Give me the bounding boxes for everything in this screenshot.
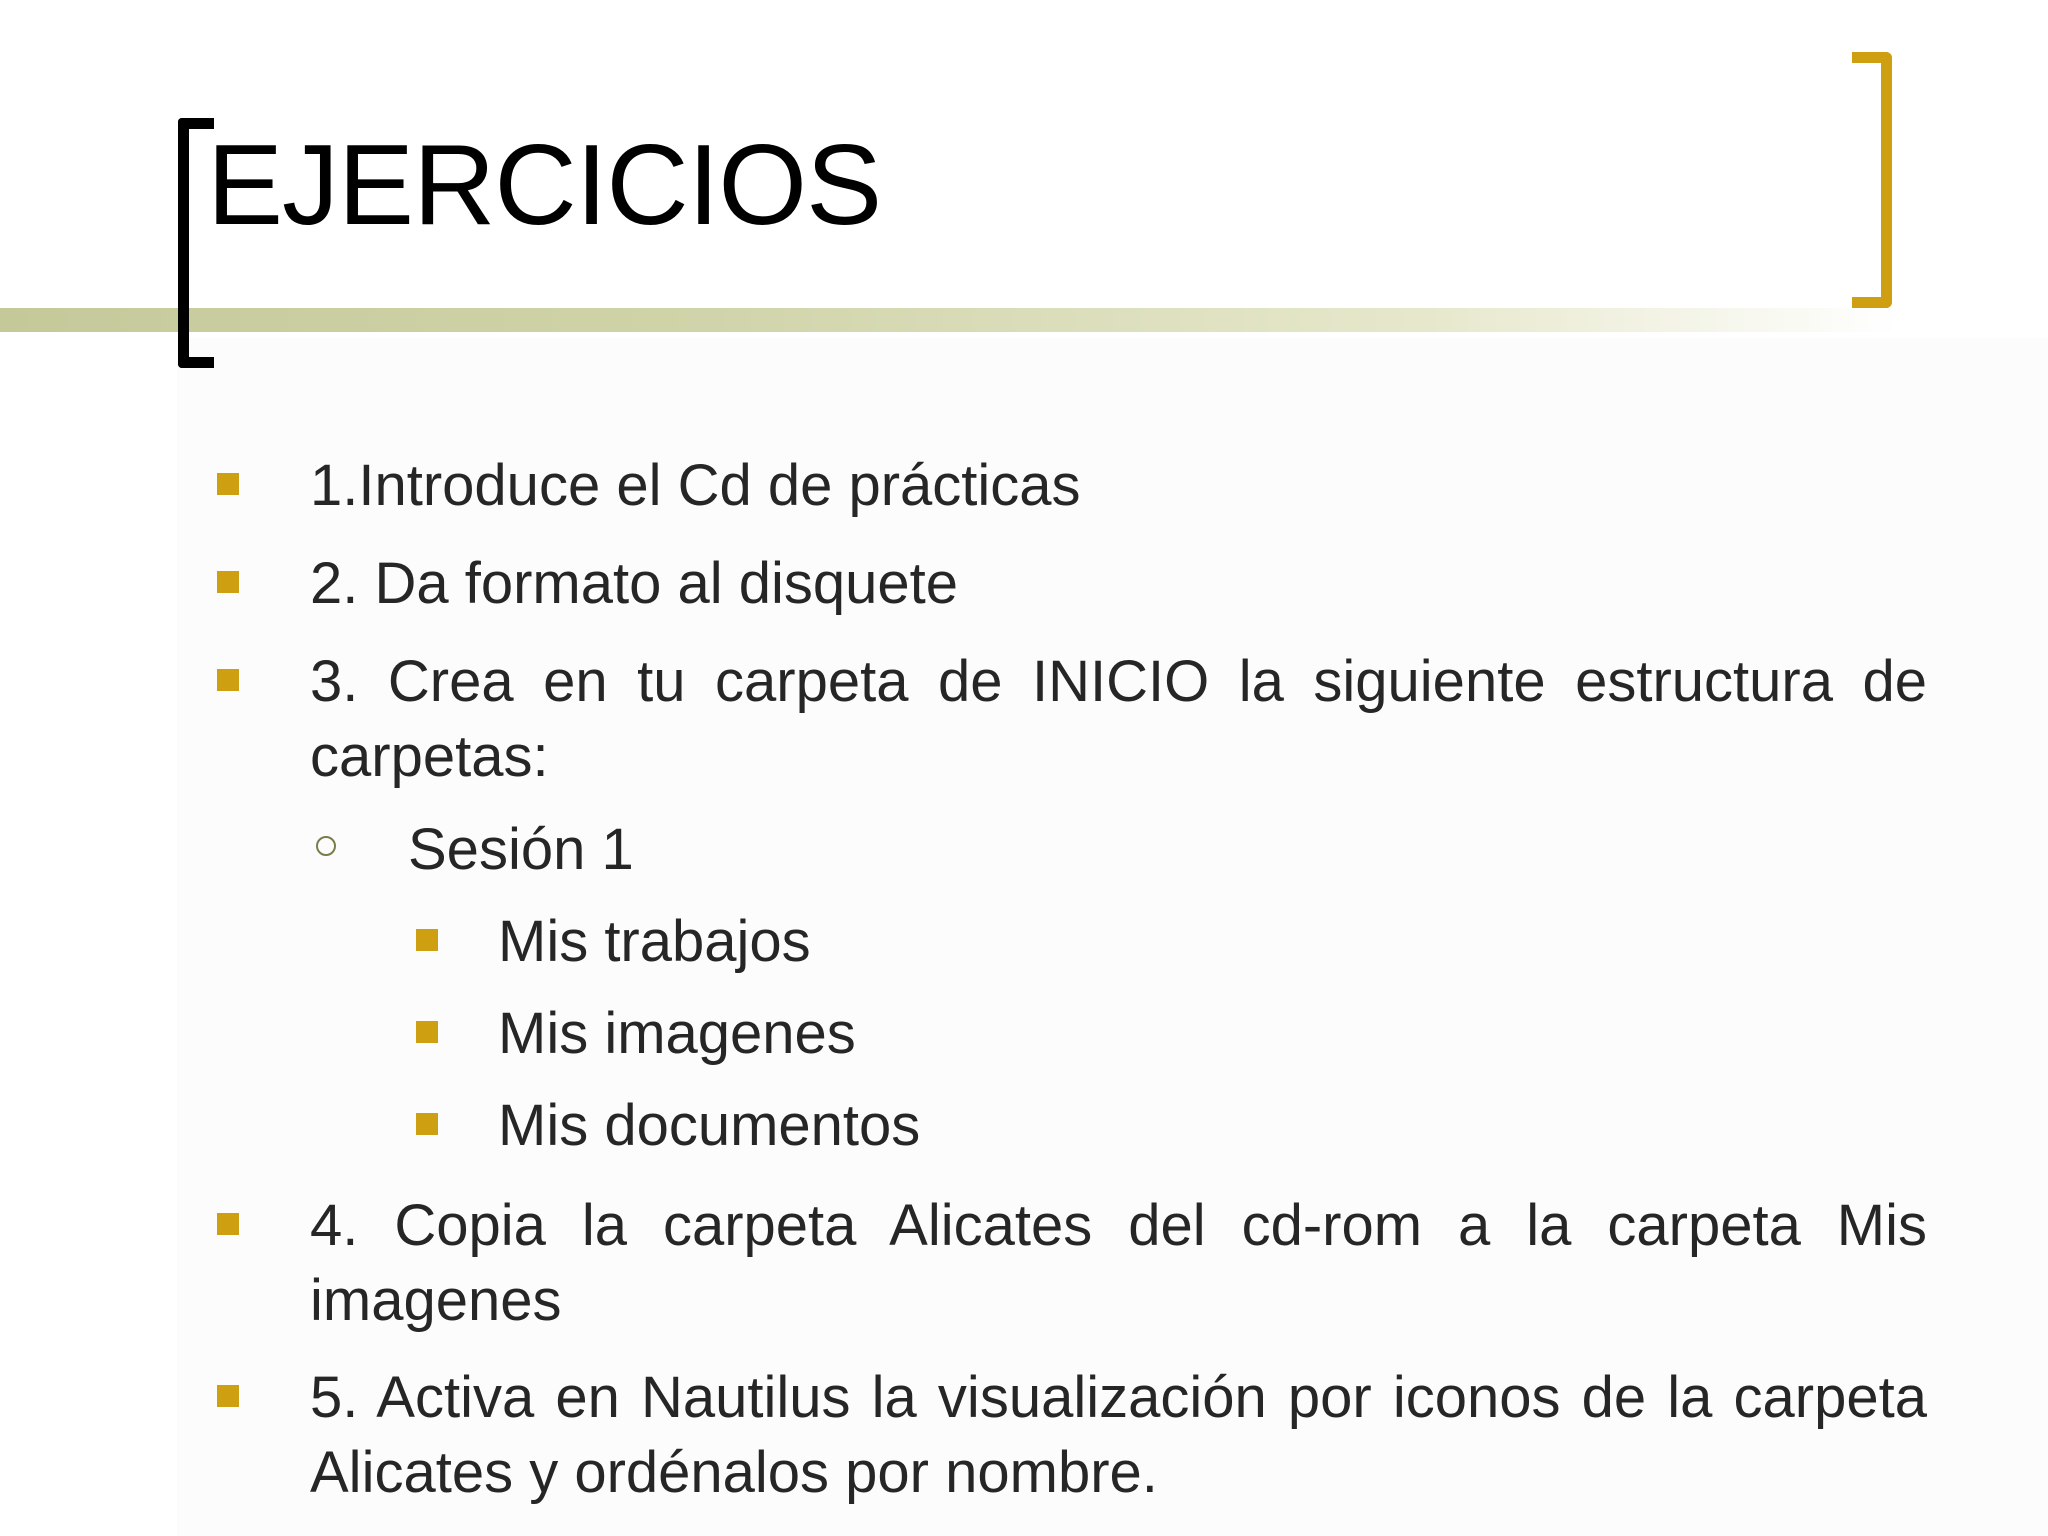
list-item bbox=[310, 448, 1930, 523]
list-item bbox=[310, 644, 1927, 794]
list-item-text: Mis imagenes bbox=[498, 1001, 856, 1066]
list-item-text: Mis trabajos bbox=[498, 909, 811, 974]
list-item bbox=[310, 1360, 1927, 1510]
square-bullet-icon bbox=[217, 571, 239, 593]
list-item-text: 3. Crea en tu carpeta de INICIO la siguiente estructura de carpetas: bbox=[310, 649, 1927, 789]
list-item-text: 1.Introduce el Cd de prácticas bbox=[310, 453, 1081, 518]
list-item bbox=[310, 546, 1930, 621]
square-bullet-icon bbox=[217, 1213, 239, 1235]
list-item-text: 2. Da formato al disquete bbox=[310, 551, 959, 616]
list-item bbox=[498, 1088, 1898, 1163]
list-item-text: 4. Copia la carpeta Alicates del cd-rom a la carpeta Mis imagenes bbox=[310, 1193, 1927, 1333]
list-item bbox=[310, 1188, 1927, 1338]
slide-title: EJERCICIOS bbox=[207, 122, 882, 249]
circle-bullet-icon bbox=[316, 836, 336, 856]
list-item-text: Mis documentos bbox=[498, 1093, 921, 1158]
square-bullet-icon bbox=[217, 669, 239, 691]
list-item-text: 5. Activa en Nautilus la visualización por iconos de la carpeta Alicates y ordénalos por nombre. bbox=[310, 1365, 1927, 1505]
square-bullet-icon bbox=[217, 473, 239, 495]
square-bullet-icon bbox=[416, 929, 438, 951]
list-item bbox=[498, 904, 1898, 979]
list-item bbox=[498, 996, 1898, 1071]
square-bullet-icon bbox=[416, 1021, 438, 1043]
list-item bbox=[408, 812, 1908, 887]
square-bullet-icon bbox=[416, 1113, 438, 1135]
square-bullet-icon bbox=[217, 1385, 239, 1407]
list-item-text: Sesión 1 bbox=[408, 817, 634, 882]
